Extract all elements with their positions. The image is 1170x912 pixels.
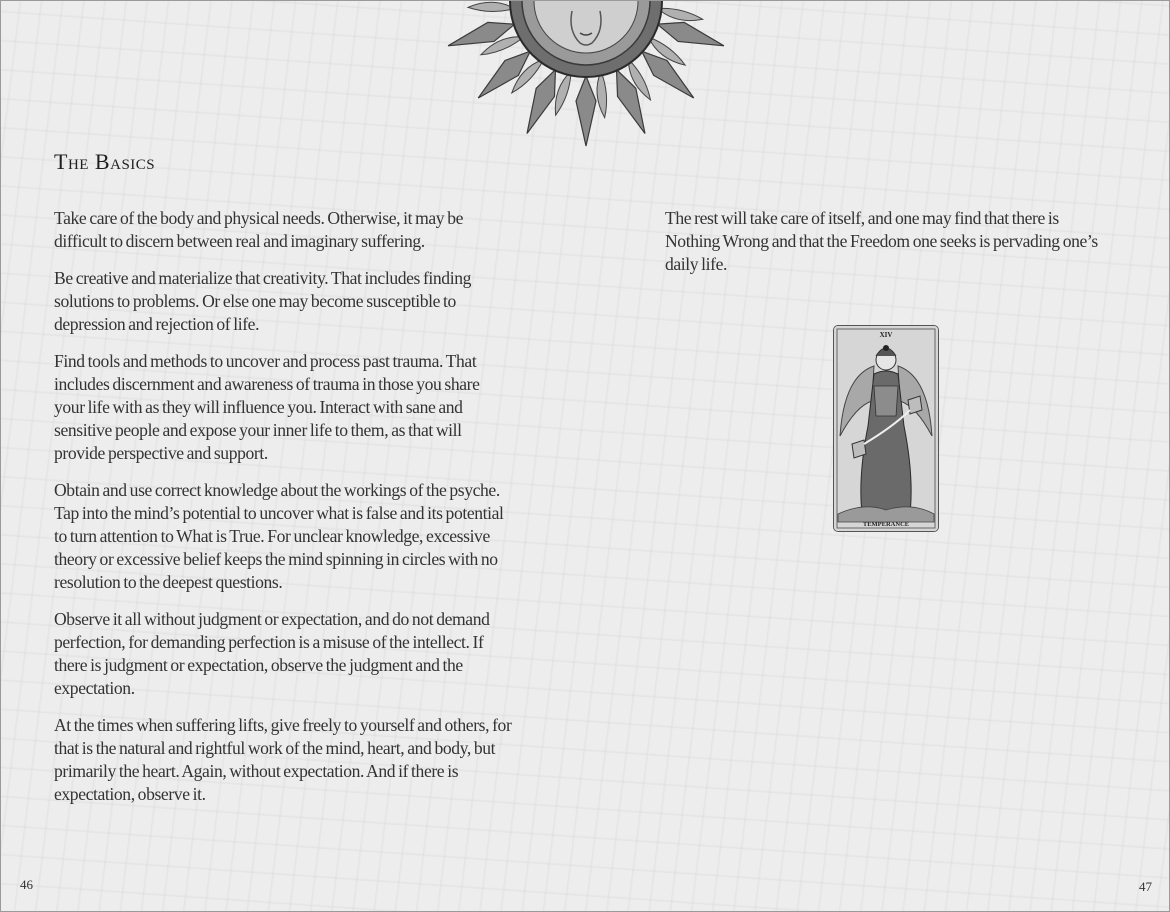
paragraph: Obtain and use correct knowledge about the workings of the psyche. Tap into the mind’s potential to uncover what is false and its potential to turn attention to What is True. For unclear knowledge, excessive theory or excessive belief keeps the mind spinning in circles with no resolution to the deepest questions. — [54, 480, 504, 592]
paragraph: At the times when suffering lifts, give freely to yourself and others, for that is the natural and rightful work of the mind, heart, and body, but primarily the heart. Again, without expectation. And if there is expectation, observe it. — [54, 715, 512, 804]
tarot-angel-icon — [834, 326, 938, 531]
tarot-card — [833, 325, 939, 532]
card-numeral: XIV — [879, 331, 893, 339]
page-number-left: 46 — [20, 877, 33, 892]
page-number-right: 47 — [1139, 879, 1152, 894]
paragraph: Observe it all without judgment or expectation, and do not demand perfection, for demanding perfection is a misuse of the intellect. If there is judgment or expectation, observe the judgment and the expectation. — [54, 609, 490, 698]
left-page-body — [54, 207, 512, 820]
paragraph: Find tools and methods to uncover and process past trauma. That includes discernment and awareness of trauma in those you share your life with as they will influence you. Interact with sane and sensitive people and expose your inner life to them, as that will provide perspective and support. — [54, 351, 480, 463]
sun-face-icon — [446, 0, 726, 151]
card-name: TEMPERANCE — [862, 521, 910, 528]
page-title: The Basics — [54, 149, 156, 174]
paragraph: Take care of the body and physical needs. Otherwise, it may be difficult to discern between real and imaginary suffering. — [54, 208, 464, 251]
paragraph: Be creative and materialize that creativity. That includes finding solutions to problems. Or else one may become susceptible to depression and rejection of life. — [54, 268, 471, 334]
paragraph: The rest will take care of itself, and one may find that there is Nothing Wrong and that the Freedom one seeks is pervading one’s daily life. — [665, 208, 1098, 274]
right-page-body — [665, 207, 1105, 290]
